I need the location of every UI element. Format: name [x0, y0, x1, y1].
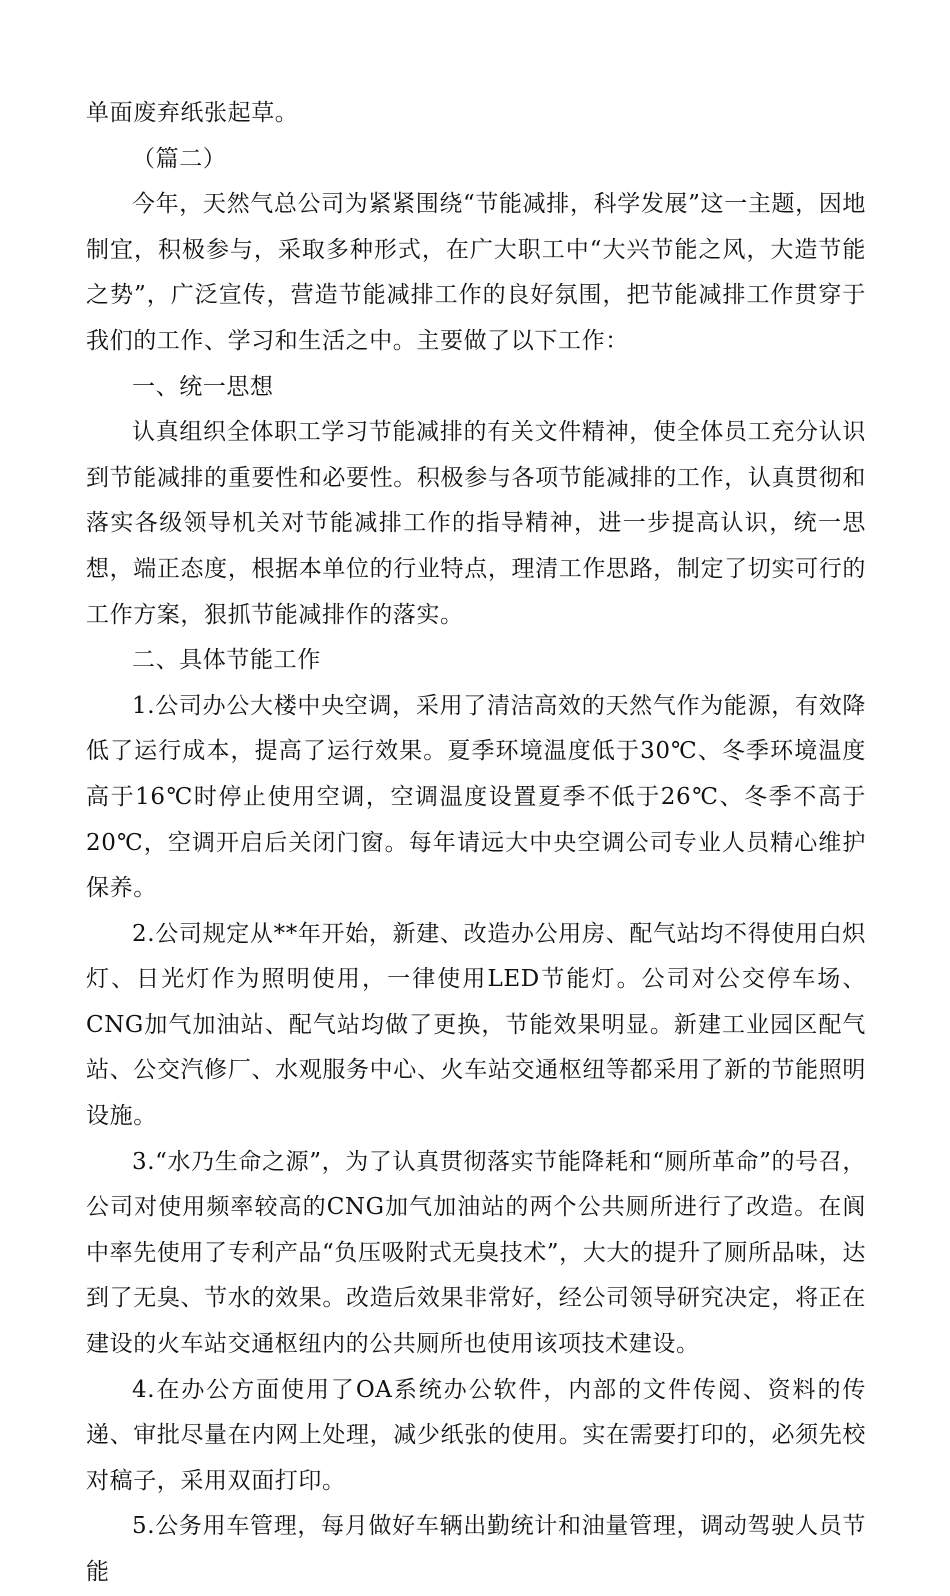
heading-unify-thinking: 一、统一思想 — [132, 373, 274, 400]
paragraph-item-5: 5.公务用车管理，每月做好车辆出勤统计和油量管理，调动驾驶人员节能 — [86, 1513, 866, 1585]
paragraph-item-3: 3.“水乃生命之源”，为了认真贯彻落实节能降耗和“厕所革命”的号召，公司对使用频率较高的CNG加气加油站的两个公共厕所进行了改造。在阆中率先使用了专利产品“负压吸附式无臭技术”，大大的提升了厕所品味，达到了无臭、节水的效果。改造后效果非常好，经公司领导研究决定，将正在建设的火车站交通枢纽内的公共厕所也使用该项技术建设。 — [86, 1148, 866, 1358]
paragraph-unify-thinking: 认真组织全体职工学习节能减排的有关文件精神，使全体员工充分认识到节能减排的重要性和必要性。积极参与各项节能减排的工作，认真贯彻和落实各级领导机关对节能减排工作的指导精神，进一步提高认识，统一思想，端正态度，根据本单位的行业特点，理清工作思路，制定了切实可行的工作方案，狠抓节能减排作的落实。 — [86, 419, 866, 628]
paragraph-continuation: 单面废弃纸张起草。 — [86, 100, 299, 126]
paragraph-intro: 今年，天然气总公司为紧紧围绕“节能减排，科学发展”这一主题，因地制宜，积极参与，采取多种形式，在广大职工中“大兴节能之风，大造节能之势”，广泛宣传，营造节能减排工作的良好氛围，把节能减排工作贯穿于我们的工作、学习和生活之中。主要做了以下工作： — [86, 191, 866, 354]
document-body — [86, 91, 866, 1596]
paragraph-item-1: 1.公司办公大楼中央空调，采用了清洁高效的天然气作为能源，有效降低了运行成本，提高了运行效果。夏季环境温度低于30℃、冬季环境温度高于16℃时停止使用空调，空调温度设置夏季不低于26℃、冬季不高于20℃，空调开启后关闭门窗。每年请远大中央空调公司专业人员精心维护保养。 — [86, 692, 866, 902]
section-heading-part-two: （篇二） — [132, 145, 227, 172]
heading-specific-work: 二、具体节能工作 — [132, 647, 321, 674]
paragraph-item-2: 2.公司规定从**年开始，新建、改造办公用房、配气站均不得使用白炽灯、日光灯作为照明使用，一律使用LED节能灯。公司对公交停车场、CNG加气加油站、配气站均做了更换，节能效果明显。新建工业园区配气站、公交汽修厂、水观服务中心、火车站交通枢纽等都采用了新的节能照明设施。 — [86, 920, 866, 1130]
paragraph-item-4: 4.在办公方面使用了OA系统办公软件，内部的文件传阅、资料的传递、审批尽量在内网上处理，减少纸张的使用。实在需要打印的，必须先校对稿子，采用双面打印。 — [86, 1376, 866, 1494]
